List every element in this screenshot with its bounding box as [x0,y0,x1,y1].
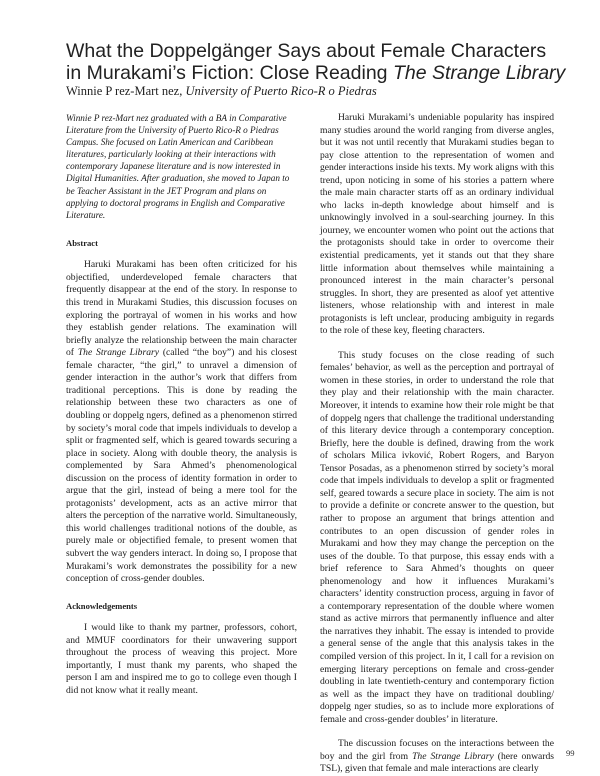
body-paragraph-2: This study focuses on the close reading of such females’ behavior, as well as the perception and portrayal of women in these stories, in order to understand the role that they play and their relationship with the main character. Moreover, it intends to examine how their role might be that of doppelg ngers that challenge the traditional understanding of this literary device through a contemporary conception. Briefly, here the double is defined, drawing from the work of scholars Milica ivković, Robert Rogers, and Baryon Tensor Posadas, as a phenomenon stirred by society’s moral code that impels individuals to develop a split or fragmented self, geared towards a secure place in society. The aim is not to provide a definite or concrete answer to the question, but rather to propose an argument that brings attention and contributes to an open discussion of gender roles in Murakami and how they may change the perception on the uses of the double. To that purpose, this essay ends with a brief reference to Sara Ahmed’s thoughts on queer phenomenology and how it influences Murakami’s characters’ identity construction process, arguing in favor of a contemporary representation of the double where women stand as active mirrors that permanently influence and alter the narratives they inhabit. The essay is intended to provide a general sense of the angle that this analysis takes in the compiled version of this project. In it, I call for a revision on emerging literary perceptions on female and cross-gender doubling in late twentieth-century and contemporary fiction as well as the impact they have on traditional doubling/ doppelg nger studies, so as to include more explorations of female and cross-gender doubles’ in literature. [320,349,554,725]
body-paragraph-1: Haruki Murakami’s undeniable popularity has inspired many studies around the world ranging from diverse angles, but it was not until recently that Murakami studies began to pay close attention to the representation of women and gender interactions inside his texts. My work aligns with this trend, upon noticing in some of his stories a pattern where the male main character starts off as an ordinary individual who lacks in-depth knowledge about himself and is unknowingly involved in a soul-searching journey. In this journey, we encounter women who point out the actions that the protagonists should take in order to overcome their existential predicaments, yet it stands out that they share little information about themselves while maintaining a pronounced interest in the main character’s personal struggles. In short, they are presented as aloof yet attentive listeners, whose relationship with and interest in male protagonists is left unclear, producing ambiguity in regards to the role of these key, fleeting characters. [320,112,554,337]
body-p3-text-b: (here onwards TSL), given that female and male interactions are clearly [320,750,554,775]
author-affiliation: University of Puerto Rico-R o Piedras [185,84,377,98]
byline [66,84,566,99]
body-p3-book-name: The Strange Library [412,750,494,762]
body-paragraph-3 [320,738,554,776]
abstract-paragraph [66,259,297,585]
page-number: 99 [566,748,575,758]
abstract-text-a: Haruki Murakami has been often criticized for his objectified, underdeveloped female characters that frequently disappear at the end of the story. In response to this trend in Murakami Studies, this discussion focuses on exploring the portrayal of women in his works and how they establish gender relations. The examination will briefly analyze the relationship between the main character of [66,259,297,359]
author-name: Winnie P rez-Mart nez, [66,84,186,98]
left-column [66,112,297,697]
acknowledgements-heading: Acknowledgements [66,600,138,611]
acknowledgements-paragraph: I would like to thank my partner, professors, cohort, and MMUF coordinators for their unwavering support throughout the process of weaving this project. More importantly, I must thank my parents, who shaped the person I am and inspired me to go to college even though I did not know what it really meant. [66,622,297,696]
title-line-1: What the Doppelgänger Says about Female Characters [66,40,547,62]
title-line-2 [66,62,566,84]
abstract-text-b: (called “the boy”) and his closest female character, “the girl,” to unravel a dimension of gender interaction in the author’s work that differs from traditional perceptions. This is done by reading the relationship between these two characters as one of doubling or doppelg ngers, defined as a phenomenon stirred by society’s moral code that impels individuals to develop a split or fragmented self, which is geared towards securing a place in society. Along with double theory, the analysis is complemented by Sara Ahmed’s phenomenological discussion on the process of identity formation in order to argue that the girl, instead of being a mere tool for the protagonists’ development, acts as an active mirror that alters the perception of the narrative world. Simultaneously, this world challenges traditional notions of the double, as purely male or objectified female, to present women that subvert the way genders interact. In doing so, I propose that Murakami’s work demonstrates the possibility for a new conception of cross-gender doubles. [66,347,297,585]
body-p3-text-a: The discussion focuses on the interactions between the boy and the girl from [320,738,554,762]
title-book-name: The Strange Library [392,62,566,84]
abstract-book-name: The Strange Library [77,347,160,359]
title-line-2-prefix: in Murakami’s Fiction: Close Reading [66,62,393,84]
article-title [66,40,566,84]
right-column [320,112,554,776]
author-bio: Winnie P rez-Mart nez graduated with a BA in Comparative Literature from the University of Puerto Rico-R o Piedras Campus. She focused on Latin American and Caribbean literatures, particularly looking at their interactions with contemporary Japanese literature and is now interested in Digital Humanities. After graduation, she moved to Japan to be Teacher Assistant in the JET Program and plans on applying to doctoral programs in English and Comparative Literature. [66,113,290,220]
abstract-heading: Abstract [66,237,98,248]
